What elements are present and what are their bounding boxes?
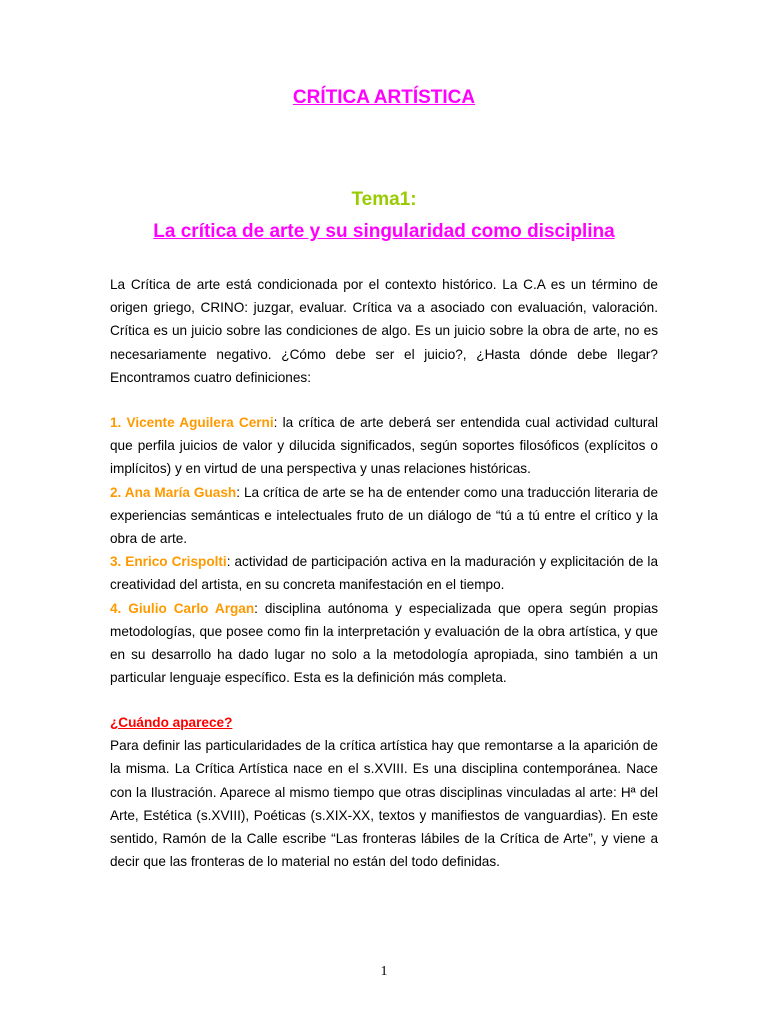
definition-author: 1. Vicente Aguilera Cerni: [110, 415, 274, 430]
definition-author: 2. Ana María Guash: [110, 484, 237, 500]
definition-text: : disciplina autónoma y especializada que opera según propias metodologías, que posee como fin la interpretación y evaluación de la obra artística, y que en su desarrollo ha dado lugar no solo a la metodología apropiada, sino también a un particular lenguaje específico. Esta es la definición más completa.: [110, 600, 658, 686]
section-when: [110, 711, 658, 873]
intro-paragraph: La Crítica de arte está condicionada por el contexto histórico. La C.A es un término de origen griego, CRINO: juzgar, evaluar. Crítica va a asociado con evaluación, valoración. Crítica es un juicio sobre las condiciones de algo. Es un juicio sobre la obra de arte, no es necesariamente negativo. ¿Cómo debe ser el juicio?, ¿Hasta dónde debe llegar? Encontramos cuatro definiciones:: [110, 277, 658, 385]
definition-item: [110, 411, 658, 481]
theme-label: Tema1:: [351, 189, 417, 210]
definition-text: : la crítica de arte deberá ser entendida cual actividad cultural que perfila juicios de valor y dilucida significados, según soportes filosóficos (explícitos o implícitos) y en virtud de una perspectiva y unas relaciones históricas.: [110, 415, 658, 477]
document-subtitle: La crítica de arte y su singularidad como disciplina: [153, 221, 615, 242]
definitions-list: [110, 411, 658, 689]
definition-text: : La crítica de arte se ha de entender como una traducción literaria de experiencias semánticas e intelectuales fruto de un diálogo de “tú a tú entre el crítico y la obra de arte.: [110, 484, 659, 547]
section-heading: ¿Cuándo aparece?: [110, 715, 233, 730]
definition-item: [110, 550, 658, 596]
definition-author: 3. Enrico Crispolti: [110, 554, 227, 570]
definition-author: 4. Giulio Carlo Argan: [110, 600, 255, 616]
definition-text: : actividad de participación activa en la maduración y explicitación de la creatividad del artista, en su concreta manifestación en el tiempo.: [110, 554, 659, 593]
document-title: CRÍTICA ARTÍSTICA: [292, 87, 476, 108]
definition-item: [110, 481, 658, 551]
section-paragraph: Para definir las particularidades de la crítica artística hay que remontarse a la aparición de la misma. La Crítica Artística nace en el s.XVIII. Es una disciplina contemporánea. Nace con la Ilustración. Aparece al mismo tiempo que otras disciplinas vinculadas al arte: Hª del Arte, Estética (s.XVIII), Poéticas (s.XIX-XX, textos y manifiestos de vanguardias). En este sentido, Ramón de la Calle escribe “Las fronteras lábiles de la Crítica de Arte”, y viene a decir que las fronteras de lo material no están del todo definidas.: [110, 738, 658, 870]
definition-item: [110, 597, 658, 690]
page-number: 1: [380, 964, 388, 979]
